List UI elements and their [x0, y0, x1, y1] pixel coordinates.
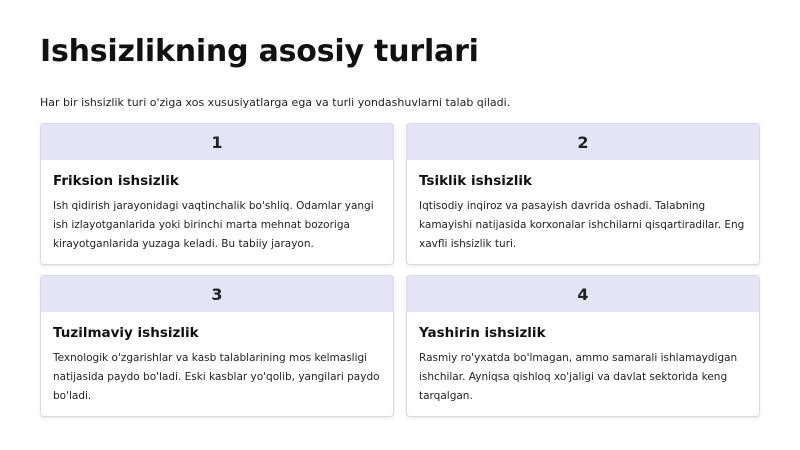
card-number: 2 [407, 124, 759, 160]
card-body [41, 160, 393, 254]
card-body [407, 312, 759, 406]
card-hidden [406, 275, 760, 417]
card-body [41, 312, 393, 406]
page-subtitle: Har bir ishsizlik turi o'ziga xos xususiyatlarga ega va turli yondashuvlarni talab qiladi. [40, 96, 511, 109]
card-title: Yashirin ishsizlik [419, 325, 546, 341]
page-title: Ishsizlikning asosiy turlari [40, 34, 479, 69]
card-text: Texnologik o'zgarishlar va kasb talablarining mos kelmasligi natijasida paydo bo'ladi. Eski kasblar yo'qolib, yangilari paydo bo'ladi. [53, 352, 380, 402]
card-text: Rasmiy ro'yxatda bo'lmagan, ammo samarali ishlamaydigan ishchilar. Ayniqsa qishloq xo'jaligi va davlat sektorida keng tarqalgan. [419, 352, 738, 402]
card-text: Iqtisodiy inqiroz va pasayish davrida oshadi. Talabning kamayishi natijasida korxonalar ishchilarni qisqartiradilar. Eng xavfli ishsizlik turi. [419, 200, 745, 250]
card-title: Friksion ishsizlik [53, 173, 179, 189]
card-structural [40, 275, 394, 417]
card-number: 3 [41, 276, 393, 312]
card-text: Ish qidirish jarayonidagi vaqtinchalik bo'shliq. Odamlar yangi ish izlayotganlarida yoki birinchi marta mehnat bozoriga kirayotganlarida yuzaga keladi. Bu tabiiy jarayon. [53, 200, 374, 250]
card-number: 1 [41, 124, 393, 160]
card-title: Tsiklik ishsizlik [419, 173, 533, 189]
cards-grid [40, 123, 760, 417]
card-number: 4 [407, 276, 759, 312]
card-cyclical [406, 123, 760, 265]
card-body [407, 160, 759, 254]
card-title: Tuzilmaviy ishsizlik [53, 325, 199, 341]
card-frictional [40, 123, 394, 265]
